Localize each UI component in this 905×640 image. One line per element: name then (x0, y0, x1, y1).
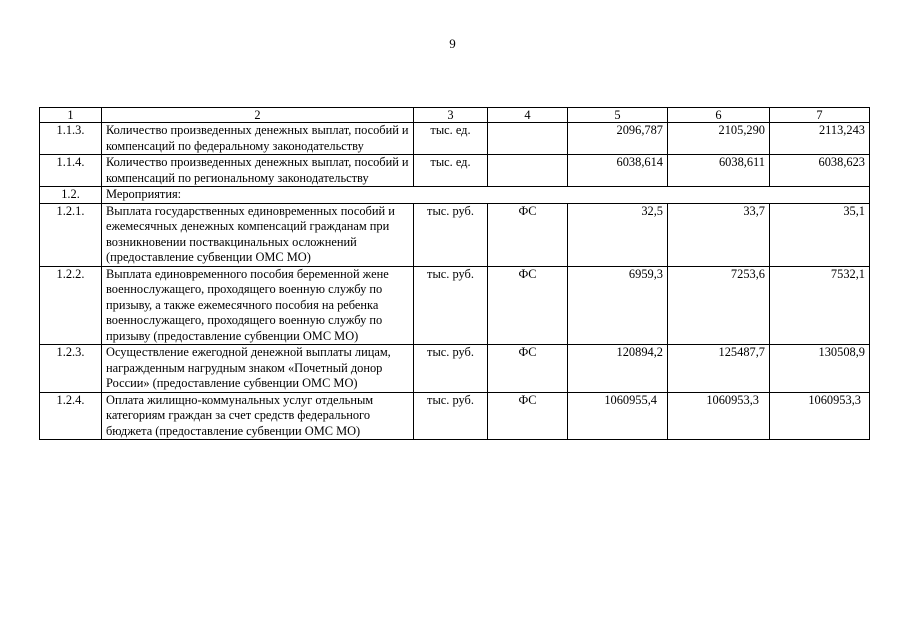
column-header: 2 (102, 108, 414, 123)
row-source: ФС (488, 203, 568, 266)
row-unit: тыс. ед. (414, 155, 488, 187)
row-value-col7: 1060953,3 (770, 392, 870, 440)
row-value-col6: 1060953,3 (668, 392, 770, 440)
table-row (40, 203, 870, 266)
table-row (40, 392, 870, 440)
row-unit: тыс. руб. (414, 345, 488, 393)
table-row (40, 155, 870, 187)
row-source (488, 123, 568, 155)
row-source: ФС (488, 266, 568, 345)
column-header: 1 (40, 108, 102, 123)
row-number: 1.1.3. (40, 123, 102, 155)
row-value-col6: 125487,7 (668, 345, 770, 393)
row-number: 1.2.4. (40, 392, 102, 440)
row-value-col5: 32,5 (568, 203, 668, 266)
row-source: ФС (488, 392, 568, 440)
row-unit: тыс. руб. (414, 203, 488, 266)
row-source (488, 155, 568, 187)
row-value-col5: 6959,3 (568, 266, 668, 345)
row-description: Выплата единовременного пособия беременной жене военнослужащего, проходящего военную службу по призыву, а также ежемесячного пособия на ребенка военнослужащего, проходящего военную службу по призыву (предоставление субвенции ОМС МО) (102, 266, 414, 345)
row-value-col7: 2113,243 (770, 123, 870, 155)
row-value-col7: 7532,1 (770, 266, 870, 345)
column-header: 5 (568, 108, 668, 123)
column-header: 7 (770, 108, 870, 123)
row-number: 1.1.4. (40, 155, 102, 187)
row-value-col6: 2105,290 (668, 123, 770, 155)
row-value-col6: 6038,611 (668, 155, 770, 187)
row-source: ФС (488, 345, 568, 393)
row-value-col5: 1060955,4 (568, 392, 668, 440)
row-description: Количество произведенных денежных выплат, пособий и компенсаций по региональному законодательству (102, 155, 414, 187)
row-value-col6: 7253,6 (668, 266, 770, 345)
row-value-col5: 120894,2 (568, 345, 668, 393)
row-value-col5: 6038,614 (568, 155, 668, 187)
header-row (40, 108, 870, 123)
table-row (40, 345, 870, 393)
column-header: 6 (668, 108, 770, 123)
row-number: 1.2.2. (40, 266, 102, 345)
section-label: Мероприятия: (102, 187, 870, 204)
table-row (40, 187, 870, 204)
row-description: Оплата жилищно-коммунальных услуг отдельным категориям граждан за счет средств федерального бюджета (предоставление субвенции ОМС МО) (102, 392, 414, 440)
row-number: 1.2.1. (40, 203, 102, 266)
row-value-col7: 130508,9 (770, 345, 870, 393)
table-row (40, 123, 870, 155)
table-row (40, 266, 870, 345)
row-value-col7: 6038,623 (770, 155, 870, 187)
row-description: Количество произведенных денежных выплат, пособий и компенсаций по федеральному законодательству (102, 123, 414, 155)
row-value-col5: 2096,787 (568, 123, 668, 155)
column-header: 4 (488, 108, 568, 123)
row-number: 1.2.3. (40, 345, 102, 393)
indicators-table (39, 107, 870, 440)
row-value-col7: 35,1 (770, 203, 870, 266)
row-number: 1.2. (40, 187, 102, 204)
row-description: Выплата государственных единовременных пособий и ежемесячных денежных компенсаций гражданам при возникновении поствакцинальных осложнений (предоставление субвенции ОМС МО) (102, 203, 414, 266)
row-unit: тыс. ед. (414, 123, 488, 155)
row-unit: тыс. руб. (414, 392, 488, 440)
column-header: 3 (414, 108, 488, 123)
row-unit: тыс. руб. (414, 266, 488, 345)
row-description: Осуществление ежегодной денежной выплаты лицам, награжденным нагрудным знаком «Почетный донор России» (предоставление субвенции ОМС МО) (102, 345, 414, 393)
page-number: 9 (449, 36, 456, 51)
row-value-col6: 33,7 (668, 203, 770, 266)
